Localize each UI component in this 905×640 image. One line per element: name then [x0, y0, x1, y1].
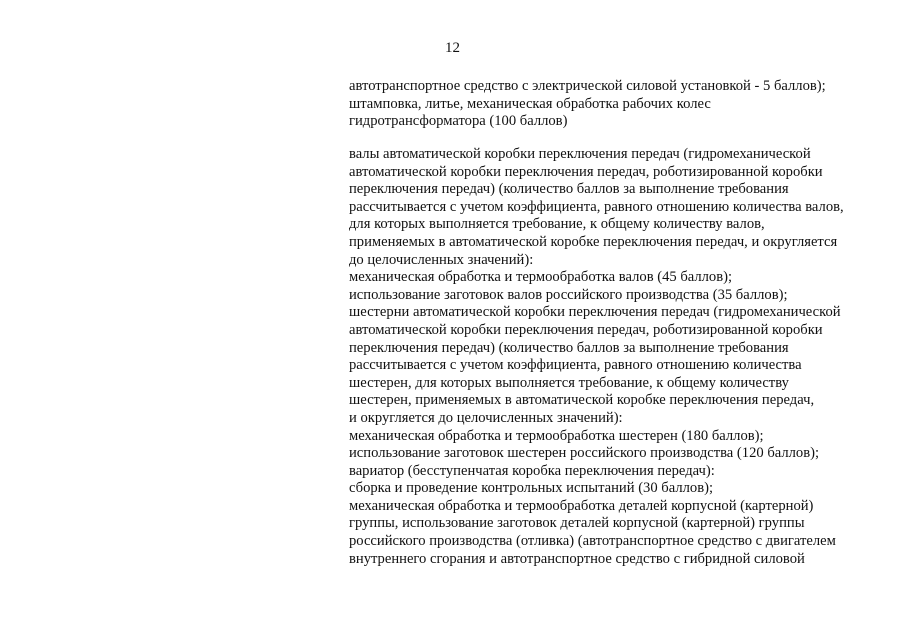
- text-line: для которых выполняется требование, к общему количеству валов,: [349, 216, 765, 233]
- text-line: и округляется до целочисленных значений):: [349, 409, 623, 426]
- text-line: российского производства (отливка) (автотранспортное средство с двигателем: [349, 533, 836, 550]
- text-line: до целочисленных значений):: [349, 251, 534, 268]
- text-line: гидротрансформатора (100 баллов): [349, 113, 568, 130]
- text-line: переключения передач) (количество баллов за выполнение требования: [349, 339, 789, 356]
- text-line: валы автоматической коробки переключения передач (гидромеханической: [349, 146, 811, 162]
- paragraph-2: [349, 146, 889, 568]
- text-line: автоматической коробки переключения передач, роботизированной коробки: [349, 163, 823, 180]
- text-line: шестерен, для которых выполняется требование, к общему количеству: [349, 374, 789, 391]
- text-line: использование заготовок шестерен российского производства (120 баллов);: [349, 445, 820, 462]
- text-line: механическая обработка и термообработка валов (45 баллов);: [349, 269, 733, 286]
- text-line: переключения передач) (количество баллов за выполнение требования: [349, 181, 789, 198]
- page-number: 12: [445, 40, 460, 56]
- text-line: использование заготовок валов российского производства (35 баллов);: [349, 286, 788, 303]
- text-line: механическая обработка и термообработка шестерен (180 баллов);: [349, 427, 764, 444]
- text-line: автотранспортное средство с электрической силовой установкой - 5 баллов);: [349, 78, 826, 94]
- text-line: рассчитывается с учетом коэффициента, равного отношению количества валов,: [349, 198, 844, 215]
- text-line: шестерни автоматической коробки переключения передач (гидромеханической: [349, 304, 841, 321]
- text-line: группы, использование заготовок деталей корпусной (картерной) группы: [349, 515, 805, 532]
- text-line: рассчитывается с учетом коэффициента, равного отношению количества: [349, 357, 802, 374]
- text-line: сборка и проведение контрольных испытаний (30 баллов);: [349, 480, 713, 497]
- text-line: механическая обработка и термообработка деталей корпусной (картерной): [349, 497, 814, 514]
- text-line: вариатор (бесступенчатая коробка переключения передач):: [349, 462, 715, 479]
- text-line: применяемых в автоматической коробке переключения передач, и округляется: [349, 233, 838, 250]
- text-line: шестерен, применяемых в автоматической коробке переключения передач,: [349, 392, 815, 409]
- text-line: внутреннего сгорания и автотранспортное средство с гибридной силовой: [349, 550, 805, 567]
- paragraph-1: [349, 78, 889, 131]
- text-line: автоматической коробки переключения передач, роботизированной коробки: [349, 321, 823, 338]
- text-line: штамповка, литье, механическая обработка рабочих колес: [349, 95, 711, 112]
